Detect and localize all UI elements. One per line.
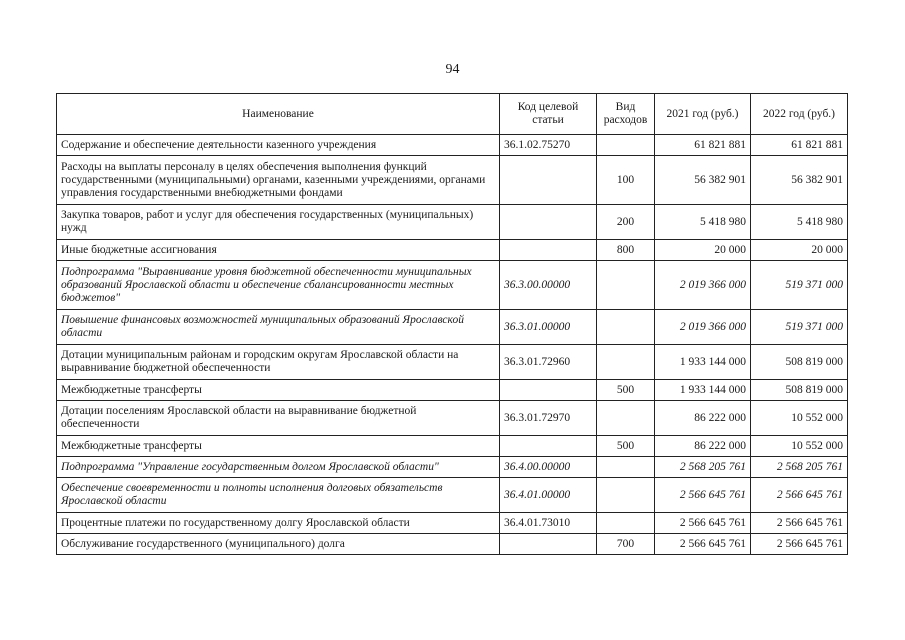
row-kind bbox=[597, 135, 655, 156]
row-kind: 200 bbox=[597, 205, 655, 240]
row-2022: 2 568 205 761 bbox=[751, 457, 848, 478]
row-2022: 2 566 645 761 bbox=[751, 478, 848, 513]
row-2022: 61 821 881 bbox=[751, 135, 848, 156]
row-name: Дотации поселениям Ярославской области на выравнивание бюджетной обеспеченности bbox=[57, 401, 500, 436]
row-name: Подпрограмма "Управление государственным долгом Ярославской области" bbox=[57, 457, 500, 478]
row-code bbox=[500, 380, 597, 401]
row-kind bbox=[597, 261, 655, 310]
row-name: Межбюджетные трансферты bbox=[57, 436, 500, 457]
row-code: 36.3.01.00000 bbox=[500, 310, 597, 345]
row-2021: 20 000 bbox=[655, 240, 751, 261]
table-row bbox=[57, 240, 848, 261]
row-2022: 5 418 980 bbox=[751, 205, 848, 240]
table-row bbox=[57, 310, 848, 345]
row-2021: 2 566 645 761 bbox=[655, 513, 751, 534]
table-row bbox=[57, 401, 848, 436]
table-row bbox=[57, 478, 848, 513]
row-kind: 100 bbox=[597, 156, 655, 205]
row-code bbox=[500, 436, 597, 457]
row-kind: 700 bbox=[597, 534, 655, 555]
table-header-row bbox=[57, 94, 848, 135]
row-kind: 500 bbox=[597, 436, 655, 457]
row-code: 36.3.01.72970 bbox=[500, 401, 597, 436]
row-2021: 86 222 000 bbox=[655, 401, 751, 436]
row-name: Повышение финансовых возможностей муниципальных образований Ярославской области bbox=[57, 310, 500, 345]
row-2022: 56 382 901 bbox=[751, 156, 848, 205]
row-2022: 2 566 645 761 bbox=[751, 534, 848, 555]
row-2022: 519 371 000 bbox=[751, 310, 848, 345]
table-row bbox=[57, 513, 848, 534]
row-2022: 2 566 645 761 bbox=[751, 513, 848, 534]
row-kind bbox=[597, 345, 655, 380]
header-name: Наименование bbox=[57, 94, 500, 135]
row-kind bbox=[597, 401, 655, 436]
row-kind bbox=[597, 478, 655, 513]
row-code bbox=[500, 240, 597, 261]
row-2021: 1 933 144 000 bbox=[655, 345, 751, 380]
row-code: 36.4.01.00000 bbox=[500, 478, 597, 513]
header-code: Код целевой статьи bbox=[500, 94, 597, 135]
row-name: Расходы на выплаты персоналу в целях обеспечения выполнения функций государственными (муниципальными) органами, казенными учреждениями, органами управления государственными внебюджетными фондами bbox=[57, 156, 500, 205]
row-kind: 500 bbox=[597, 380, 655, 401]
table-row bbox=[57, 261, 848, 310]
row-name: Подпрограмма "Выравнивание уровня бюджетной обеспеченности муниципальных образований Ярославской области и обеспечение сбалансированности местных бюджетов" bbox=[57, 261, 500, 310]
row-code bbox=[500, 156, 597, 205]
row-code: 36.1.02.75270 bbox=[500, 135, 597, 156]
row-code: 36.4.00.00000 bbox=[500, 457, 597, 478]
row-code: 36.3.00.00000 bbox=[500, 261, 597, 310]
table-row bbox=[57, 380, 848, 401]
header-2021: 2021 год (руб.) bbox=[655, 94, 751, 135]
row-name: Процентные платежи по государственному долгу Ярославской области bbox=[57, 513, 500, 534]
row-2022: 10 552 000 bbox=[751, 401, 848, 436]
table-row bbox=[57, 205, 848, 240]
row-2022: 508 819 000 bbox=[751, 345, 848, 380]
row-kind bbox=[597, 457, 655, 478]
row-2021: 86 222 000 bbox=[655, 436, 751, 457]
header-kind: Вид расходов bbox=[597, 94, 655, 135]
row-2022: 10 552 000 bbox=[751, 436, 848, 457]
table-row bbox=[57, 457, 848, 478]
table-row bbox=[57, 156, 848, 205]
row-kind: 800 bbox=[597, 240, 655, 261]
row-name: Обеспечение своевременности и полноты исполнения долговых обязательств Ярославской области bbox=[57, 478, 500, 513]
row-2022: 508 819 000 bbox=[751, 380, 848, 401]
row-code: 36.3.01.72960 bbox=[500, 345, 597, 380]
row-2022: 519 371 000 bbox=[751, 261, 848, 310]
row-name: Закупка товаров, работ и услуг для обеспечения государственных (муниципальных) нужд bbox=[57, 205, 500, 240]
row-name: Обслуживание государственного (муниципального) долга bbox=[57, 534, 500, 555]
budget-table bbox=[56, 93, 848, 555]
row-name: Иные бюджетные ассигнования bbox=[57, 240, 500, 261]
row-2021: 61 821 881 bbox=[655, 135, 751, 156]
table-row bbox=[57, 135, 848, 156]
row-name: Дотации муниципальным районам и городским округам Ярославской области на выравнивание бюджетной обеспеченности bbox=[57, 345, 500, 380]
row-2021: 2 566 645 761 bbox=[655, 534, 751, 555]
row-kind bbox=[597, 310, 655, 345]
row-code bbox=[500, 205, 597, 240]
table-row bbox=[57, 436, 848, 457]
row-2021: 2 568 205 761 bbox=[655, 457, 751, 478]
row-2021: 2 019 366 000 bbox=[655, 261, 751, 310]
row-code bbox=[500, 534, 597, 555]
row-2021: 5 418 980 bbox=[655, 205, 751, 240]
row-name: Содержание и обеспечение деятельности казенного учреждения bbox=[57, 135, 500, 156]
row-2021: 1 933 144 000 bbox=[655, 380, 751, 401]
header-2022: 2022 год (руб.) bbox=[751, 94, 848, 135]
row-code: 36.4.01.73010 bbox=[500, 513, 597, 534]
table-row bbox=[57, 345, 848, 380]
row-2022: 20 000 bbox=[751, 240, 848, 261]
row-kind bbox=[597, 513, 655, 534]
page-number: 94 bbox=[445, 62, 460, 77]
table-row bbox=[57, 534, 848, 555]
row-2021: 56 382 901 bbox=[655, 156, 751, 205]
row-2021: 2 019 366 000 bbox=[655, 310, 751, 345]
row-name: Межбюджетные трансферты bbox=[57, 380, 500, 401]
row-2021: 2 566 645 761 bbox=[655, 478, 751, 513]
